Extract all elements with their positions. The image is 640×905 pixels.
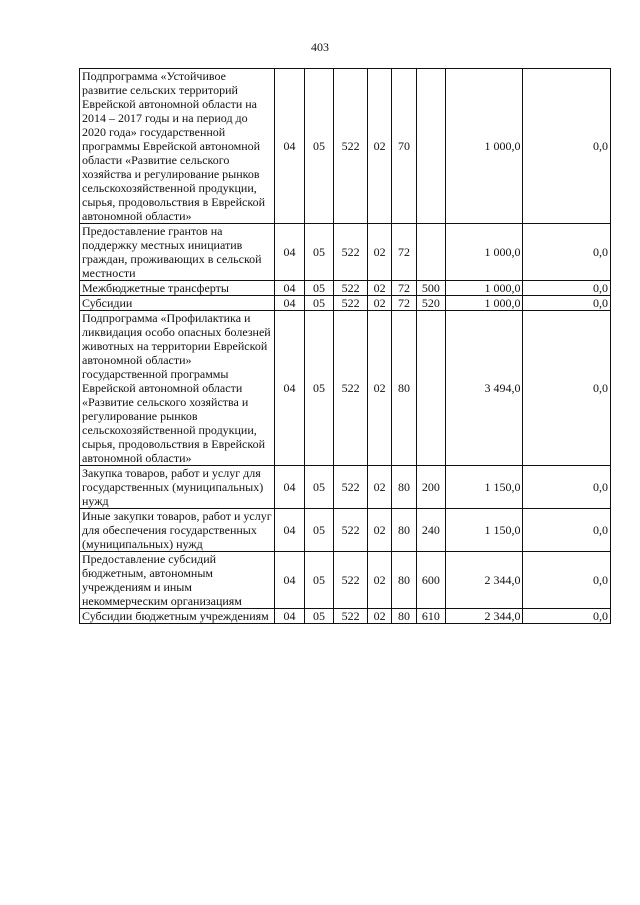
expense-type-code-cell [416,311,446,466]
target-article-code-cell: 522 [334,296,368,311]
row-name-cell: Иные закупки товаров, работ и услуг для обеспечения государственных (муниципальных) нужд [80,509,275,552]
amount-cell: 1 000,0 [446,69,523,224]
table-row [80,509,611,552]
subsection-code-cell: 05 [304,466,334,509]
expense-type-code-cell [416,69,446,224]
table-row [80,296,611,311]
expense-type-code-cell [416,224,446,281]
amount-second-cell: 0,0 [523,509,611,552]
target-item-code-cell: 80 [392,311,416,466]
row-name-cell: Подпрограмма «Профилактика и ликвидация особо опасных болезней животных на территории Еврейской автономной области» государственной программы Еврейской автономной области «Развитие сельского хозяйства и регулирование рынков сельскохозяйственной продукции, сырья, продовольствия в Еврейской автономной области» [80,311,275,466]
target-item-code-cell: 72 [392,296,416,311]
amount-cell: 3 494,0 [446,311,523,466]
target-article-code-cell: 522 [334,609,368,624]
amount-cell: 1 000,0 [446,281,523,296]
budget-table [79,68,611,624]
target-article-code-cell: 522 [334,69,368,224]
page-number: 403 [311,40,329,54]
target-item-code-cell: 72 [392,224,416,281]
target-item-code-cell: 80 [392,509,416,552]
amount-cell: 2 344,0 [446,552,523,609]
row-name-cell: Субсидии бюджетным учреждениям [80,609,275,624]
table-row [80,69,611,224]
table-row [80,466,611,509]
subsection-code-cell: 05 [304,296,334,311]
table-row [80,609,611,624]
target-item-code-cell: 70 [392,69,416,224]
row-name-cell: Предоставление субсидий бюджетным, автономным учреждениям и иным некоммерческим организациям [80,552,275,609]
amount-second-cell: 0,0 [523,609,611,624]
amount-cell: 2 344,0 [446,609,523,624]
row-name-cell: Субсидии [80,296,275,311]
amount-second-cell: 0,0 [523,224,611,281]
expense-type-code-cell: 500 [416,281,446,296]
section-code-cell: 04 [275,281,305,296]
subsection-code-cell: 05 [304,69,334,224]
amount-second-cell: 0,0 [523,466,611,509]
amount-cell: 1 150,0 [446,509,523,552]
section-code-cell: 04 [275,609,305,624]
target-subcode-cell: 02 [367,311,391,466]
target-subcode-cell: 02 [367,224,391,281]
table-row [80,311,611,466]
amount-cell: 1 150,0 [446,466,523,509]
subsection-code-cell: 05 [304,281,334,296]
target-subcode-cell: 02 [367,509,391,552]
amount-second-cell: 0,0 [523,311,611,466]
subsection-code-cell: 05 [304,509,334,552]
target-article-code-cell: 522 [334,224,368,281]
target-item-code-cell: 72 [392,281,416,296]
target-article-code-cell: 522 [334,466,368,509]
section-code-cell: 04 [275,466,305,509]
subsection-code-cell: 05 [304,552,334,609]
row-name-cell: Закупка товаров, работ и услуг для государственных (муниципальных) нужд [80,466,275,509]
target-subcode-cell: 02 [367,466,391,509]
section-code-cell: 04 [275,296,305,311]
section-code-cell: 04 [275,224,305,281]
row-name-cell: Межбюджетные трансферты [80,281,275,296]
section-code-cell: 04 [275,552,305,609]
amount-second-cell: 0,0 [523,296,611,311]
subsection-code-cell: 05 [304,609,334,624]
row-name-cell: Подпрограмма «Устойчивое развитие сельских территорий Еврейской автономной области на 2014 – 2017 годы и на период до 2020 года» государственной программы Еврейской автономной области «Развитие сельского хозяйства и регулирование рынков сельскохозяйственной продукции, сырья, продовольствия в Еврейской автономной области» [80,69,275,224]
expense-type-code-cell: 610 [416,609,446,624]
target-article-code-cell: 522 [334,509,368,552]
target-subcode-cell: 02 [367,609,391,624]
section-code-cell: 04 [275,69,305,224]
target-article-code-cell: 522 [334,281,368,296]
expense-type-code-cell: 520 [416,296,446,311]
target-subcode-cell: 02 [367,552,391,609]
section-code-cell: 04 [275,311,305,466]
amount-second-cell: 0,0 [523,552,611,609]
table-row [80,281,611,296]
target-article-code-cell: 522 [334,552,368,609]
target-article-code-cell: 522 [334,311,368,466]
amount-cell: 1 000,0 [446,224,523,281]
subsection-code-cell: 05 [304,224,334,281]
target-subcode-cell: 02 [367,281,391,296]
amount-second-cell: 0,0 [523,69,611,224]
target-item-code-cell: 80 [392,609,416,624]
amount-cell: 1 000,0 [446,296,523,311]
table-row [80,224,611,281]
expense-type-code-cell: 600 [416,552,446,609]
target-item-code-cell: 80 [392,466,416,509]
target-subcode-cell: 02 [367,69,391,224]
expense-type-code-cell: 200 [416,466,446,509]
amount-second-cell: 0,0 [523,281,611,296]
expense-type-code-cell: 240 [416,509,446,552]
table-row [80,552,611,609]
row-name-cell: Предоставление грантов на поддержку местных инициатив граждан, проживающих в сельской местности [80,224,275,281]
target-subcode-cell: 02 [367,296,391,311]
target-item-code-cell: 80 [392,552,416,609]
subsection-code-cell: 05 [304,311,334,466]
section-code-cell: 04 [275,509,305,552]
